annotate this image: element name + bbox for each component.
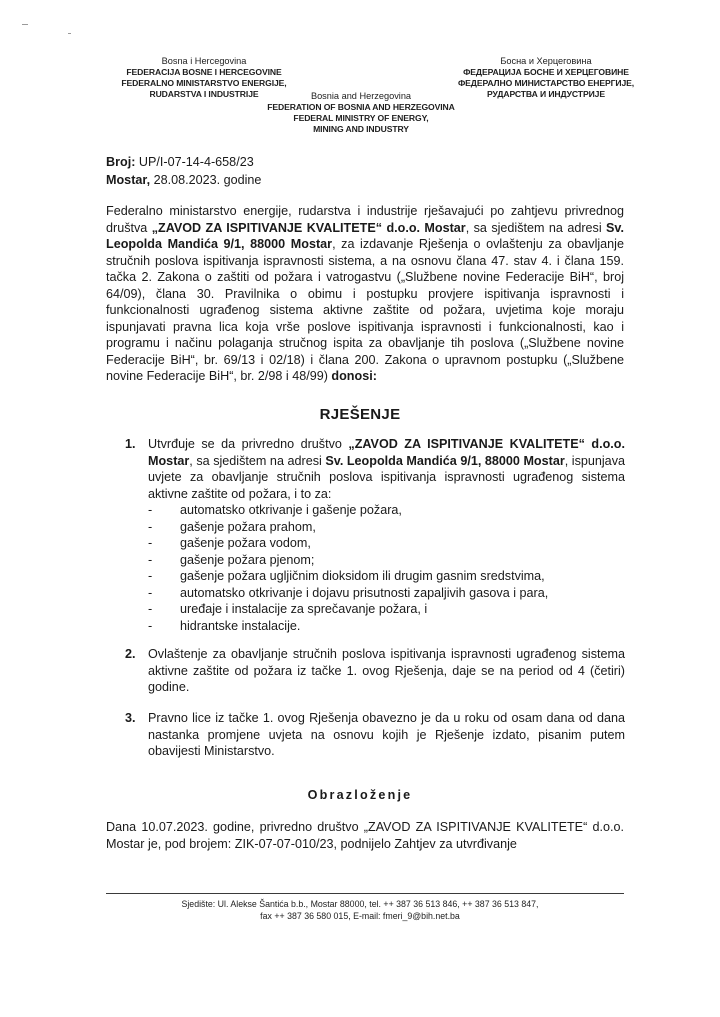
header-left-ministry: FEDERALNO MINISTARSTVO ENERGIJE,	[121, 78, 287, 88]
item1-company-address: Sv. Leopolda Mandića 9/1, 88000 Mostar	[325, 453, 565, 468]
header-left-ministry-2: RUDARSTVA I INDUSTRIJE	[149, 89, 259, 99]
list-item-text: automatsko otkrivanje i dojavu prisutnosti zapaljivih gasova i para,	[180, 585, 549, 600]
intro-text-1: Federalno ministarstvo energije, rudarstva i industrije rješavajući po zahtjevu privrednog društva	[106, 204, 624, 235]
item-text	[148, 436, 625, 502]
dash-marker: -	[148, 569, 153, 583]
place-label: Mostar,	[106, 173, 151, 187]
list-item	[148, 585, 625, 602]
list-item	[148, 535, 625, 552]
reference-label: Broj:	[106, 155, 136, 169]
item1-text-2: , sa sjedištem na adresi	[189, 453, 326, 468]
dash-marker: -	[148, 503, 153, 517]
list-item-text: gašenje požara prahom,	[180, 519, 316, 534]
intro-text-2: , sa sjedištem na adresi	[465, 220, 607, 235]
list-item	[148, 568, 625, 585]
dash-marker: -	[148, 618, 153, 633]
header-left-federation: FEDERACIJA BOSNE I HERCEGOVINE	[126, 67, 282, 77]
reference-value: UP/I-07-14-4-658/23	[135, 155, 254, 169]
header-center-federation: FEDERATION OF BOSNIA AND HERZEGOVINA	[267, 102, 455, 112]
footer-divider	[106, 893, 624, 894]
header-left-country: Bosna i Hercegovina	[161, 56, 247, 66]
reference-number	[106, 154, 254, 170]
reasoning-paragraph: Dana 10.07.2023. godine, privredno društvo „ZAVOD ZA ISPITIVANJE KVALITETE“ d.o.o. Mostar je, pod brojem: ZIK-07-07-010/23, podnijelo Zahtjev za utvrđivanje	[106, 820, 624, 851]
list-item	[148, 502, 625, 519]
header-right-ministry: ФЕДЕРАЛНО МИНИСТАРСТВО ЕНЕРГИЈЕ,	[457, 78, 635, 88]
header-right-country: Босна и Херцеговина	[500, 56, 592, 66]
list-item-text: gašenje požara vodom,	[180, 536, 311, 550]
item-text: Pravno lice iz tačke 1. ovog Rješenja obavezno je da u roku od osam dana od dana nastanka promjene uvjeta na osnovu kojih je Rješenje izdato, pisanim putem obavijesti Ministarstvo.	[148, 711, 625, 758]
header-center-ministry: FEDERAL MINISTRY OF ENERGY,	[293, 113, 429, 123]
list-item	[148, 618, 625, 635]
footer-address: Sjedište: Ul. Alekse Šantića b.b., Mostar 88000, tel. ++ 387 36 513 846, ++ 387 36 513 847,	[181, 899, 539, 909]
footer-contact: fax ++ 387 36 580 015, E-mail: fmeri_9@bih.net.ba	[260, 911, 460, 921]
item-number: 3.	[125, 711, 136, 725]
item1-text-1: Utvrđuje se da privredno društvo	[148, 437, 349, 451]
decision-item-3	[125, 710, 625, 760]
header-center-country: Bosnia and Herzegovina	[310, 91, 412, 101]
item-number: 2.	[125, 647, 136, 661]
list-item-text: hidrantske instalacije.	[180, 618, 301, 633]
scan-speck	[22, 24, 28, 25]
item1-company-name: „ZAVOD ZA ISPITIVANJE KVALITETE“ d.o.o. Mostar	[148, 437, 626, 468]
list-item	[148, 552, 625, 569]
dash-marker: -	[148, 602, 153, 616]
intro-company-name: „ZAVOD ZA ISPITIVANJE KVALITETE“ d.o.o. Mostar	[151, 220, 466, 235]
header-center-ministry-2: MINING AND INDUSTRY	[313, 124, 409, 134]
list-item	[148, 601, 625, 618]
dash-marker: -	[148, 536, 153, 550]
dash-marker: -	[148, 519, 153, 534]
header-right-block	[446, 56, 646, 100]
decision-item-1	[125, 436, 625, 634]
scan-speck	[68, 33, 71, 34]
list-item-text: gašenje požara ugljičnim dioksidom ili drugim gasnim sredstvima,	[180, 569, 545, 583]
item-text: Ovlaštenje za obavljanje stručnih poslova ispitivanja ispravnosti ugrađenog sistema aktivne zaštite od požara iz tačke 1. ovog Rješenja, daje se na period od 4 (četiri) godine.	[148, 647, 625, 694]
intro-text-3: , za izdavanje Rješenja o ovlaštenju za obavljanje stručnih poslova ispitivanja ispravnosti sistema, a na osnovu člana 47. stav 4. i člana 159. tačka 2. Zakona o zaštiti od požara i vatrogastvu („Službene novine Federacije BiH“, broj 64/09), člana 30. Pravilnika o obimu i postupku provjere ispitivanja ispravnosti i funkcionalnosti ugrađenog sistema aktivne zaštite od požara, uvjetima koje moraju ispunjavati pravna lica koja vrše poslove ispitivanja ispravnosti i funkcionalnosti, kao i programu i načinu polaganja stručnog ispita za obavljanje tih poslova („Službene novine Federacije BiH“, br. 69/13 i 02/18) i člana 200. Zakona o upravnom postupku („Službene novine Federacije BiH“, br. 2/98 i 48/99)	[106, 237, 624, 383]
header-right-federation: ФЕДЕРАЦИЈА БОСНЕ И ХЕРЦЕГОВИНЕ	[463, 67, 629, 77]
intro-company-address: Sv. Leopolda Mandića 9/1, 88000 Mostar	[106, 220, 624, 251]
decision-item-2	[125, 646, 625, 696]
header-center-block	[256, 91, 466, 135]
item1-text-3: , ispunjava uvjete za obavljanje stručnih poslova ispitivanja ispravnosti ugrađenog sistema aktivne zaštite od požara, i to za:	[148, 453, 625, 501]
header-right-ministry-2: РУДАРСТВА И ИНДУСТРИЈЕ	[487, 89, 605, 99]
date-value: 28.08.2023. godine	[150, 173, 262, 187]
item-number: 1.	[125, 437, 136, 451]
scope-list	[148, 502, 625, 634]
dash-marker: -	[148, 585, 153, 600]
list-item	[148, 519, 625, 536]
decision-title: RJEŠENJE	[319, 406, 401, 423]
reasoning-title: Obrazloženje	[307, 788, 413, 802]
list-item-text: automatsko otkrivanje i gašenje požara,	[180, 503, 402, 517]
list-item-text: uređaje i instalacije za sprečavanje požara, i	[180, 602, 428, 616]
intro-paragraph	[106, 203, 624, 385]
intro-decides: donosi:	[331, 369, 377, 383]
document-date	[106, 172, 261, 188]
list-item-text: gašenje požara pjenom;	[180, 552, 315, 567]
dash-marker: -	[148, 552, 153, 567]
